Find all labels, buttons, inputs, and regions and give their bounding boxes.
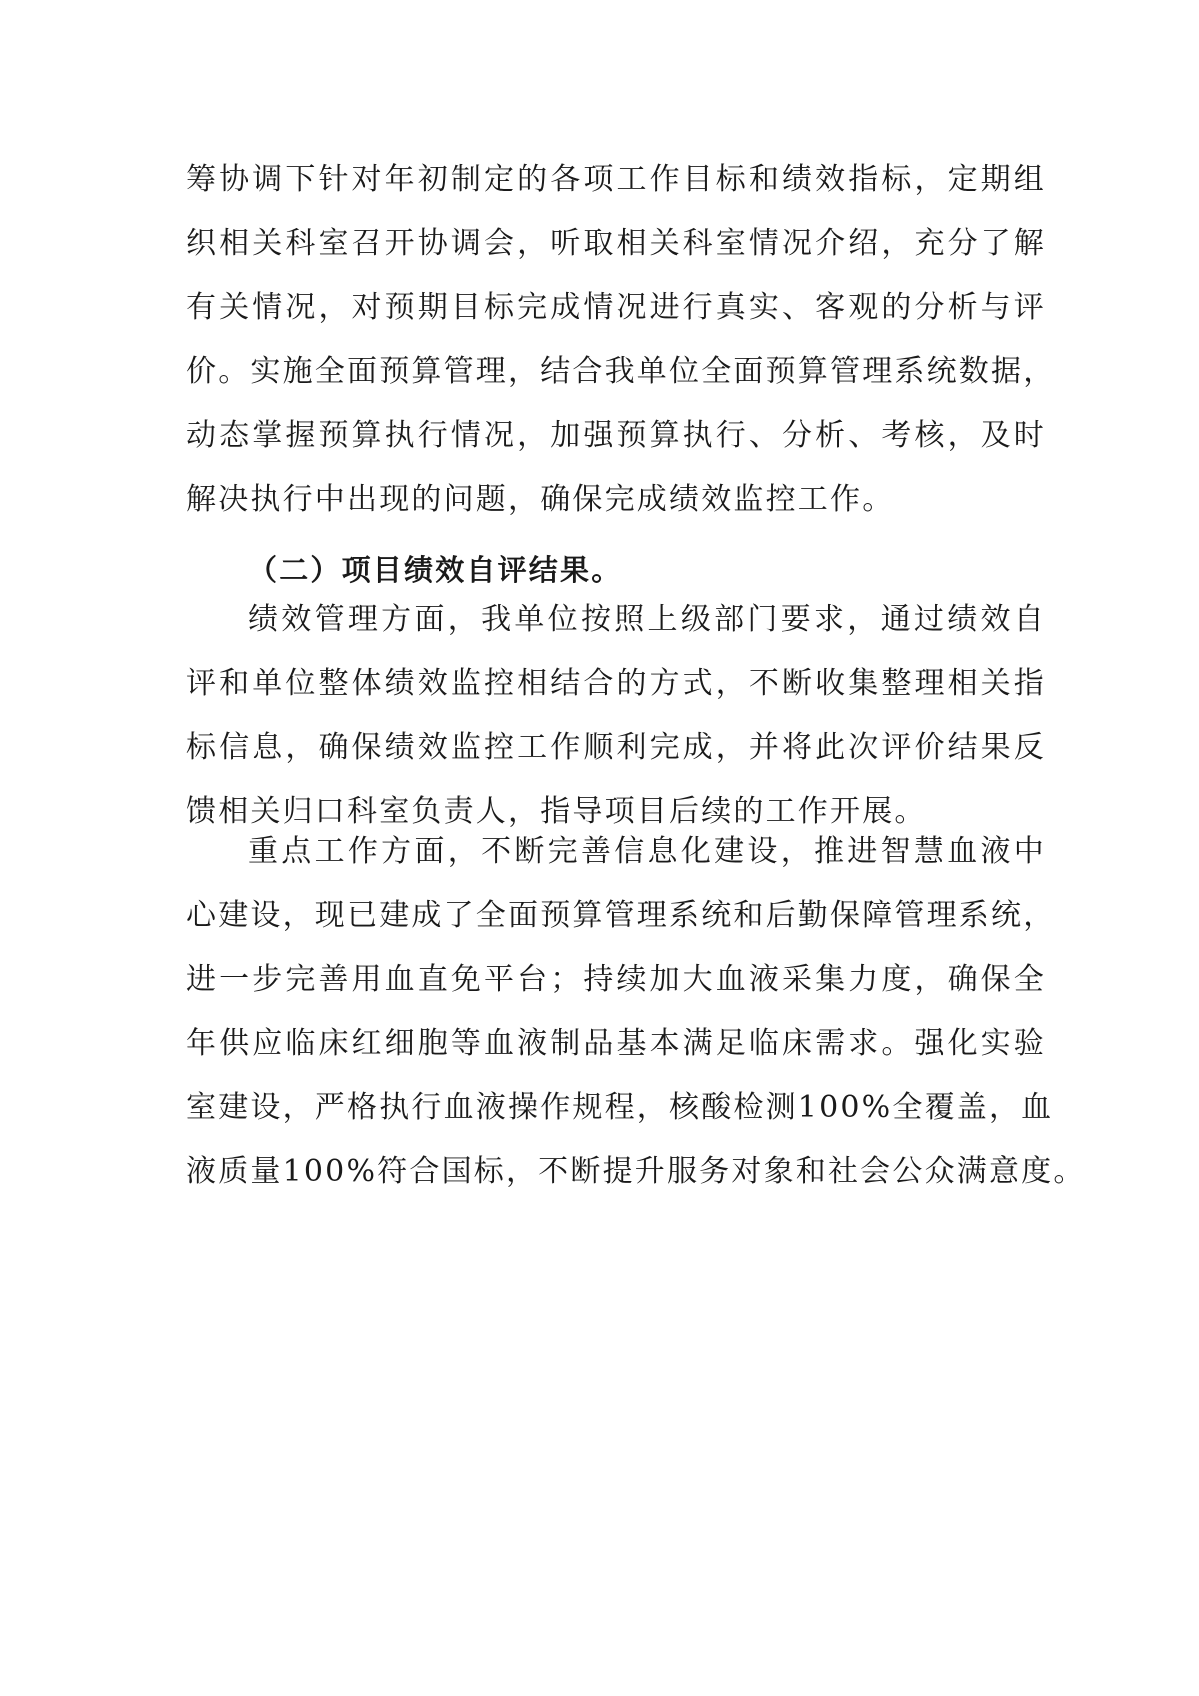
paragraph-performance-management (186, 588, 1046, 844)
text-line: 重点工作方面，不断完善信息化建设，推进智慧血液中 (248, 834, 1046, 869)
text-line: 室建设，严格执行血液操作规程，核酸检测100%全覆盖，血 (186, 1090, 1054, 1125)
text-line: 评和单位整体绩效监控相结合的方式，不断收集整理相关指 (186, 666, 1046, 701)
text-line: 价。实施全面预算管理，结合我单位全面预算管理系统数据， (186, 354, 1056, 389)
paragraph-key-work (186, 820, 1086, 1204)
text-line: 解决执行中出现的问题，确保完成绩效监控工作。 (186, 482, 895, 517)
text-line: 馈相关归口科室负责人，指导项目后续的工作开展。 (186, 794, 927, 829)
text-line: 有关情况，对预期目标完成情况进行真实、客观的分析与评 (186, 290, 1046, 325)
text-line: 年供应临床红细胞等血液制品基本满足临床需求。强化实验 (186, 1026, 1046, 1061)
text-line: 进一步完善用血直免平台；持续加大血液采集力度，确保全 (186, 962, 1046, 997)
text-line: 液质量100%符合国标，不断提升服务对象和社会公众满意度。 (186, 1154, 1086, 1189)
paragraph-budget-monitoring (186, 148, 1056, 532)
text-line: 筹协调下针对年初制定的各项工作目标和绩效指标，定期组 (186, 162, 1046, 197)
text-line: 标信息，确保绩效监控工作顺利完成，并将此次评价结果反 (186, 730, 1046, 765)
text-line: 动态掌握预算执行情况，加强预算执行、分析、考核，及时 (186, 418, 1046, 453)
section-heading: （二）项目绩效自评结果。 (248, 553, 623, 587)
text-line: 织相关科室召开协调会，听取相关科室情况介绍，充分了解 (186, 226, 1046, 261)
text-line: 绩效管理方面，我单位按照上级部门要求，通过绩效自 (248, 602, 1046, 637)
text-line: 心建设，现已建成了全面预算管理系统和后勤保障管理系统， (186, 898, 1056, 933)
